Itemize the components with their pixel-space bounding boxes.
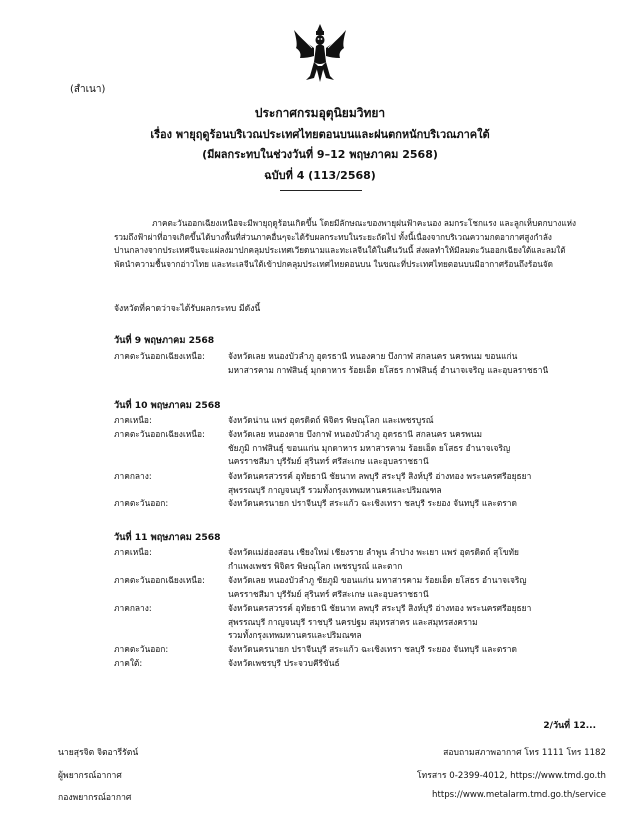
province-list: จังหวัดเลย หนองบัวลำภู ชัยภูมิ ขอนแก่น มหาสารคาม ร้อยเอ็ด ยโสธร อำนาจเจริญ นครราชสีมา บุรีรัมย์ สุรินทร์ ศรีสะเกษ และอุบลราชธานี [228, 575, 527, 599]
day-heading: วันที่ 10 พฤษภาคม 2568 [114, 400, 221, 411]
province-list: จังหวัดนครนายก ปราจีนบุรี สระแก้ว ฉะเชิงเทรา ชลบุรี ระยอง จันทบุรี และตราด [228, 498, 517, 508]
title-divider [280, 190, 362, 191]
province-list: จังหวัดเพชรบุรี ประจวบคีรีขันธ์ [228, 658, 340, 668]
intro-line: ภาคตะวันออกเฉียงเหนือจะมีพายุฤดูร้อนเกิดขึ้น โดยมีลักษณะของพายุฝนฟ้าคะนอง ลมกระโชกแรง และลูกเห็บตกบางแห่ง [152, 218, 576, 228]
intro-line: พัดนำความชื้นจากอ่าวไทย และทะเลจีนใต้เข้าปกคลุมประเทศไทยตอนบน ในขณะที่ประเทศไทยตอนบนมีอากาศร้อนถึงร้อนจัด [114, 258, 553, 269]
region-name: ภาคใต้: [114, 658, 143, 668]
contact-fax-website: โทรสาร 0-2399-4012, https://www.tmd.go.th [416, 771, 606, 781]
region-name: ภาคตะวันออก: [114, 644, 169, 654]
day-heading: วันที่ 9 พฤษภาคม 2568 [114, 335, 215, 346]
province-list: จังหวัดน่าน แพร่ อุตรดิตถ์ พิจิตร พิษณุโลก และเพชรบูรณ์ [228, 415, 434, 425]
region-name: ภาคตะวันออก: [114, 498, 169, 508]
contact-phone: สอบถามสภาพอากาศ โทร 1111 โทร 1182 [443, 748, 606, 758]
signer-name: นายสุรจิต จิตอารีรัตน์ [58, 748, 139, 758]
region-name: ภาคตะวันออกเฉียงเหนือ: [114, 429, 205, 439]
province-list: จังหวัดเลย หนองบัวลำภู อุดรธานี หนองคาย บึงกาฬ สกลนคร นครพนม ขอนแก่น มหาสารคาม กาฬสินธุ์ มุกดาหาร ร้อยเอ็ด ยโสธร กาฬสินธุ์ อำนาจเจริญ และอุบลราชธานี [228, 351, 549, 375]
province-list: จังหวัดนครนายก ปราจีนบุรี สระแก้ว ฉะเชิงเทรา ชลบุรี ระยอง จันทบุรี และตราด [228, 644, 517, 654]
intro-line: ปานกลางจากประเทศจีนจะแผ่ลงมาปกคลุมประเทศเวียดนามและทะเลจีนใต้ในคืนวันนี้ ส่งผลทำให้มีลมตะวันออกเฉียงใต้และลมใต้ [114, 245, 566, 256]
province-list: จังหวัดเลย หนองคาย บึงกาฬ หนองบัวลำภู อุดรธานี สกลนคร นครพนม ชัยภูมิ กาฬสินธุ์ ขอนแก่น มุกดาหาร มหาสารคาม ร้อยเอ็ด ยโสธร อำนาจเจริญ นครราชสีมา บุรีรัมย์ สุรินทร์ ศรีสะเกษ และอุบลราชธานี [228, 429, 511, 466]
region-name: ภาคเหนือ: [114, 415, 152, 425]
province-list: จังหวัดนครสวรรค์ อุทัยธานี ชัยนาท ลพบุรี สระบุรี สิงห์บุรี อ่างทอง พระนครศรีอยุธยา สุพรรณบุรี กาญจนบุรี ราชบุรี นครปฐม สมุทรสาคร และสมุทรสงคราม รวมทั้งกรุงเทพมหานครและปริมณฑล [228, 603, 532, 640]
issue-number: ฉบับที่ 4 (113/2568) [264, 169, 376, 182]
region-name: ภาคเหนือ: [114, 547, 152, 557]
intro-paragraph [114, 217, 594, 271]
continued-marker: 2/วันที่ 12... [543, 721, 596, 731]
region-name: ภาคตะวันออกเฉียงเหนือ: [114, 351, 205, 361]
announcement-subject: เรื่อง พายุฤดูร้อนบริเวณประเทศไทยตอนบนและฝนตกหนักบริเวณภาคใต้ [150, 128, 490, 141]
contact-service-link[interactable]: https://www.metalarm.tmd.go.th/service [432, 790, 606, 800]
copy-label: (สำเนา) [70, 84, 106, 95]
signer-department: กองพยากรณ์อากาศ [58, 793, 132, 803]
effect-period: (มีผลกระทบในช่วงวันที่ 9–12 พฤษภาคม 2568) [202, 148, 438, 161]
intro-line: รวมถึงฟ้าผ่าที่อาจเกิดขึ้นได้บางพื้นที่ส่วนภาคอื่นๆจะได้รับผลกระทบในระยะถัดไป ทั้งนี้เนื่องจากบริเวณความกดอากาศสูงกำลัง [114, 231, 552, 242]
announcement-title: ประกาศกรมอุตุนิยมวิทยา [254, 106, 386, 120]
region-name: ภาคกลาง: [114, 603, 152, 613]
affected-intro: จังหวัดที่คาดว่าจะได้รับผลกระทบ มีดังนี้ [114, 304, 261, 314]
region-name: ภาคกลาง: [114, 471, 152, 481]
signer-role: ผู้พยากรณ์อากาศ [58, 771, 122, 781]
garuda-emblem-icon [292, 22, 348, 84]
day-heading: วันที่ 11 พฤษภาคม 2568 [114, 532, 221, 543]
province-list: จังหวัดนครสวรรค์ อุทัยธานี ชัยนาท ลพบุรี สระบุรี สิงห์บุรี อ่างทอง พระนครศรีอยุธยา สุพรรณบุรี กาญจนบุรี รวมทั้งกรุงเทพมหานครและปริมณฑล [228, 471, 532, 495]
region-name: ภาคตะวันออกเฉียงเหนือ: [114, 575, 205, 585]
province-list: จังหวัดแม่ฮ่องสอน เชียงใหม่ เชียงราย ลำพูน ลำปาง พะเยา แพร่ อุตรดิตถ์ สุโขทัย กำแพงเพชร พิจิตร พิษณุโลก เพชรบูรณ์ และตาก [228, 547, 519, 571]
